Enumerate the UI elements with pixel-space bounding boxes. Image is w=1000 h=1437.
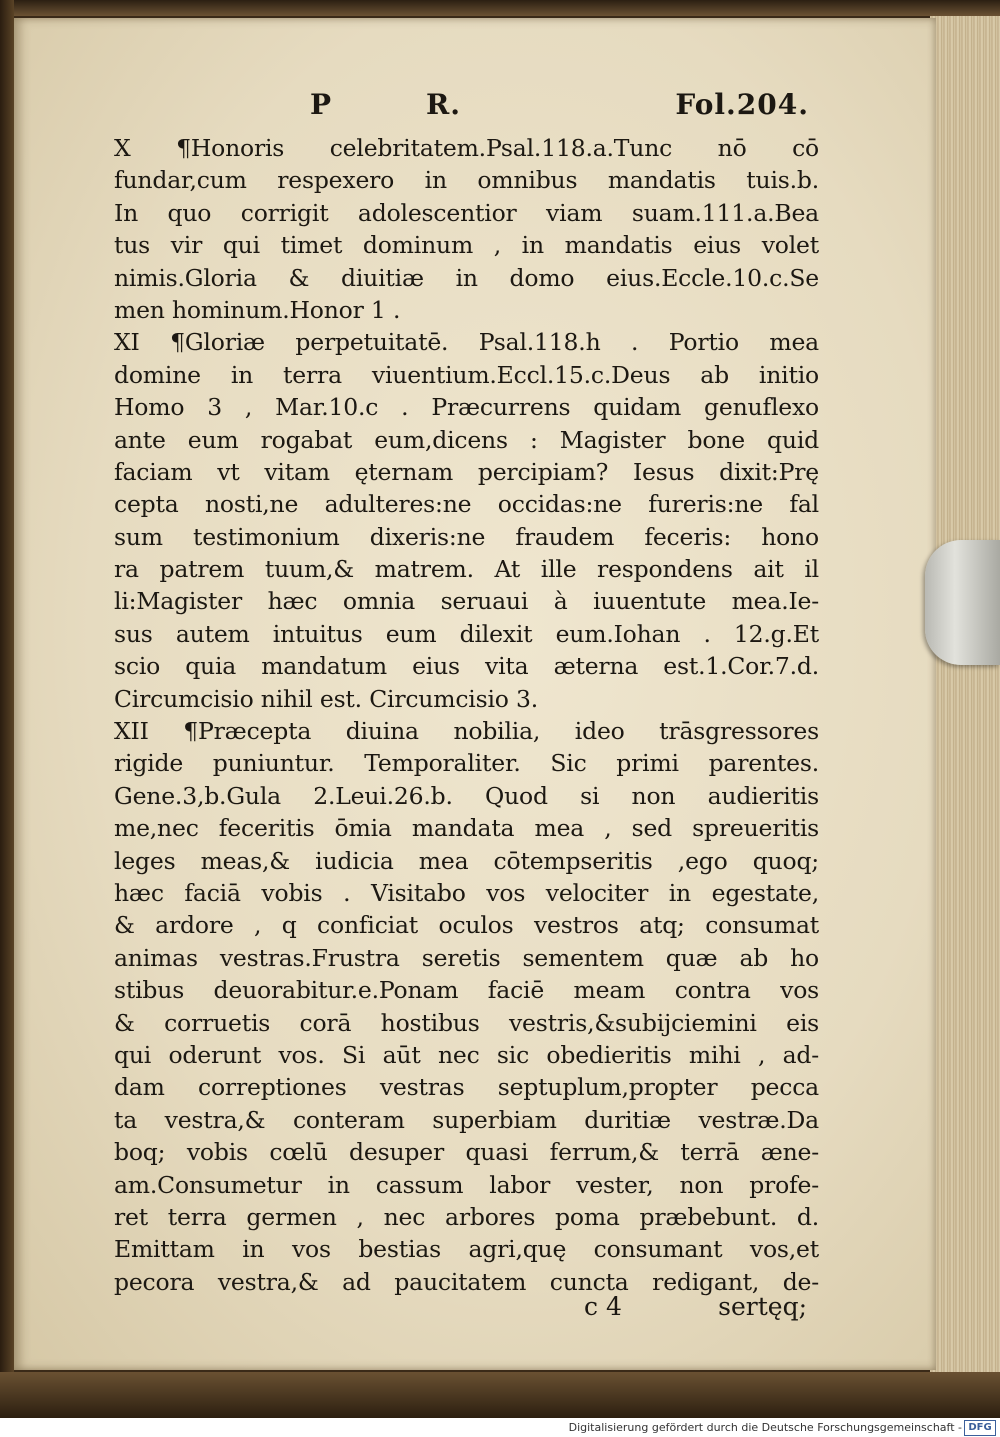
catchword: sertęq;	[718, 1292, 807, 1321]
text-line: sus autem intuitus eum dilexit eum.Iohan . 12.g.Et	[114, 619, 819, 648]
text-line: & ardore , q conficiat oculos vestros atq; consumat	[114, 911, 819, 940]
folio-number: Fol.204.	[675, 88, 809, 121]
clasp	[925, 540, 1000, 665]
text-line: Gene.3,b.Gula 2.Leui.26.b. Quod si non audieritis	[114, 781, 819, 810]
signature-mark: c 4	[584, 1292, 622, 1321]
text-line: li:Magister hæc omnia seruaui à iuuentute mea.Ie-	[114, 587, 819, 616]
text-line: scio quia mandatum eius vita æterna est.1.Cor.7.d.	[114, 652, 819, 681]
text-line: faciam vt vitam ęternam percipiam? Iesus dixit:Prę	[114, 457, 819, 486]
text-line: fundar,cum respexero in omnibus mandatis tuis.b.	[114, 166, 819, 195]
text-line: men hominum.Honor 1 .	[114, 295, 401, 324]
text-line: boq; vobis cœlū desuper quasi ferrum,& terrā æne-	[114, 1138, 819, 1167]
running-head-p: P	[310, 88, 333, 121]
text-line: hæc faciā vobis . Visitabo vos velociter in egestate,	[114, 878, 819, 907]
cover-bottom-edge	[0, 1372, 1000, 1418]
dfg-logo: DFG	[964, 1420, 996, 1436]
running-head-r: R.	[426, 88, 462, 121]
body-text	[114, 132, 819, 1298]
credit-text: Digitalisierung gefördert durch die Deutsche Forschungsgemeinschaft -	[568, 1421, 962, 1434]
text-line: dam correptiones vestras septuplum,propter pecca	[114, 1073, 819, 1102]
text-line: nimis.Gloria & diuitiæ in domo eius.Eccle.10.c.Se	[114, 263, 819, 292]
text-line: sum testimonium dixeris:ne fraudem feceris: hono	[114, 522, 819, 551]
text-line: ta vestra,& conteram superbiam duritiæ vestræ.Da	[114, 1105, 819, 1134]
text-line: XI ¶Gloriæ perpetuitatē. Psal.118.h . Portio mea	[114, 328, 819, 357]
page-footer	[114, 1292, 819, 1326]
text-line: XII ¶Præcepta diuina nobilia, ideo trāsgressores	[114, 717, 819, 746]
text-line: Homo 3 , Mar.10.c . Præcurrens quidam genuflexo	[114, 393, 819, 422]
text-line: ra patrem tuum,& matrem. At ille respondens ait il	[114, 555, 819, 584]
running-head	[114, 88, 819, 124]
text-line: ret terra germen , nec arbores poma præbebunt. d.	[114, 1202, 819, 1231]
text-line: X ¶Honoris celebritatem.Psal.118.a.Tunc nō cō	[114, 134, 819, 162]
text-line: pecora vestra,& ad paucitatem cuncta redigant, de-	[114, 1267, 819, 1296]
text-line: qui oderunt vos. Si aūt nec sic obedieritis mihi , ad-	[114, 1040, 819, 1069]
text-line: In quo corrigit adolescentior viam suam.111.a.Bea	[114, 198, 819, 227]
book-page	[14, 18, 936, 1370]
text-line: stibus deuorabitur.e.Ponam faciē meam contra vos	[114, 976, 819, 1005]
cover-left-edge	[0, 0, 14, 1418]
text-line: & corruetis corā hostibus vestris,&subijciemini eis	[114, 1008, 819, 1037]
text-line: cepta nosti,ne adulteres:ne occidas:ne fureris:ne fal	[114, 490, 819, 519]
text-line: leges meas,& iudicia mea cōtempseritis ,ego quoq;	[114, 846, 819, 875]
text-line: Circumcisio nihil est. Circumcisio 3.	[114, 684, 539, 713]
text-line: Emittam in vos bestias agri,quę consumant vos,et	[114, 1235, 819, 1264]
page-edges	[930, 16, 1000, 1374]
text-line: ante eum rogabat eum,dicens : Magister bone quid	[114, 425, 819, 454]
text-line: animas vestras.Frustra seretis sementem quæ ab ho	[114, 943, 819, 972]
text-line: tus vir qui timet dominum , in mandatis eius volet	[114, 231, 819, 260]
text-line: domine in terra viuentium.Eccl.15.c.Deus ab initio	[114, 360, 819, 389]
text-line: am.Consumetur in cassum labor vester, non profe-	[114, 1170, 819, 1199]
text-line: rigide puniuntur. Temporaliter. Sic primi parentes.	[114, 749, 819, 778]
text-line: me,nec feceritis ōmia mandata mea , sed spreueritis	[114, 814, 819, 843]
cover-top-edge	[0, 0, 1000, 16]
credit-bar	[0, 1418, 1000, 1437]
